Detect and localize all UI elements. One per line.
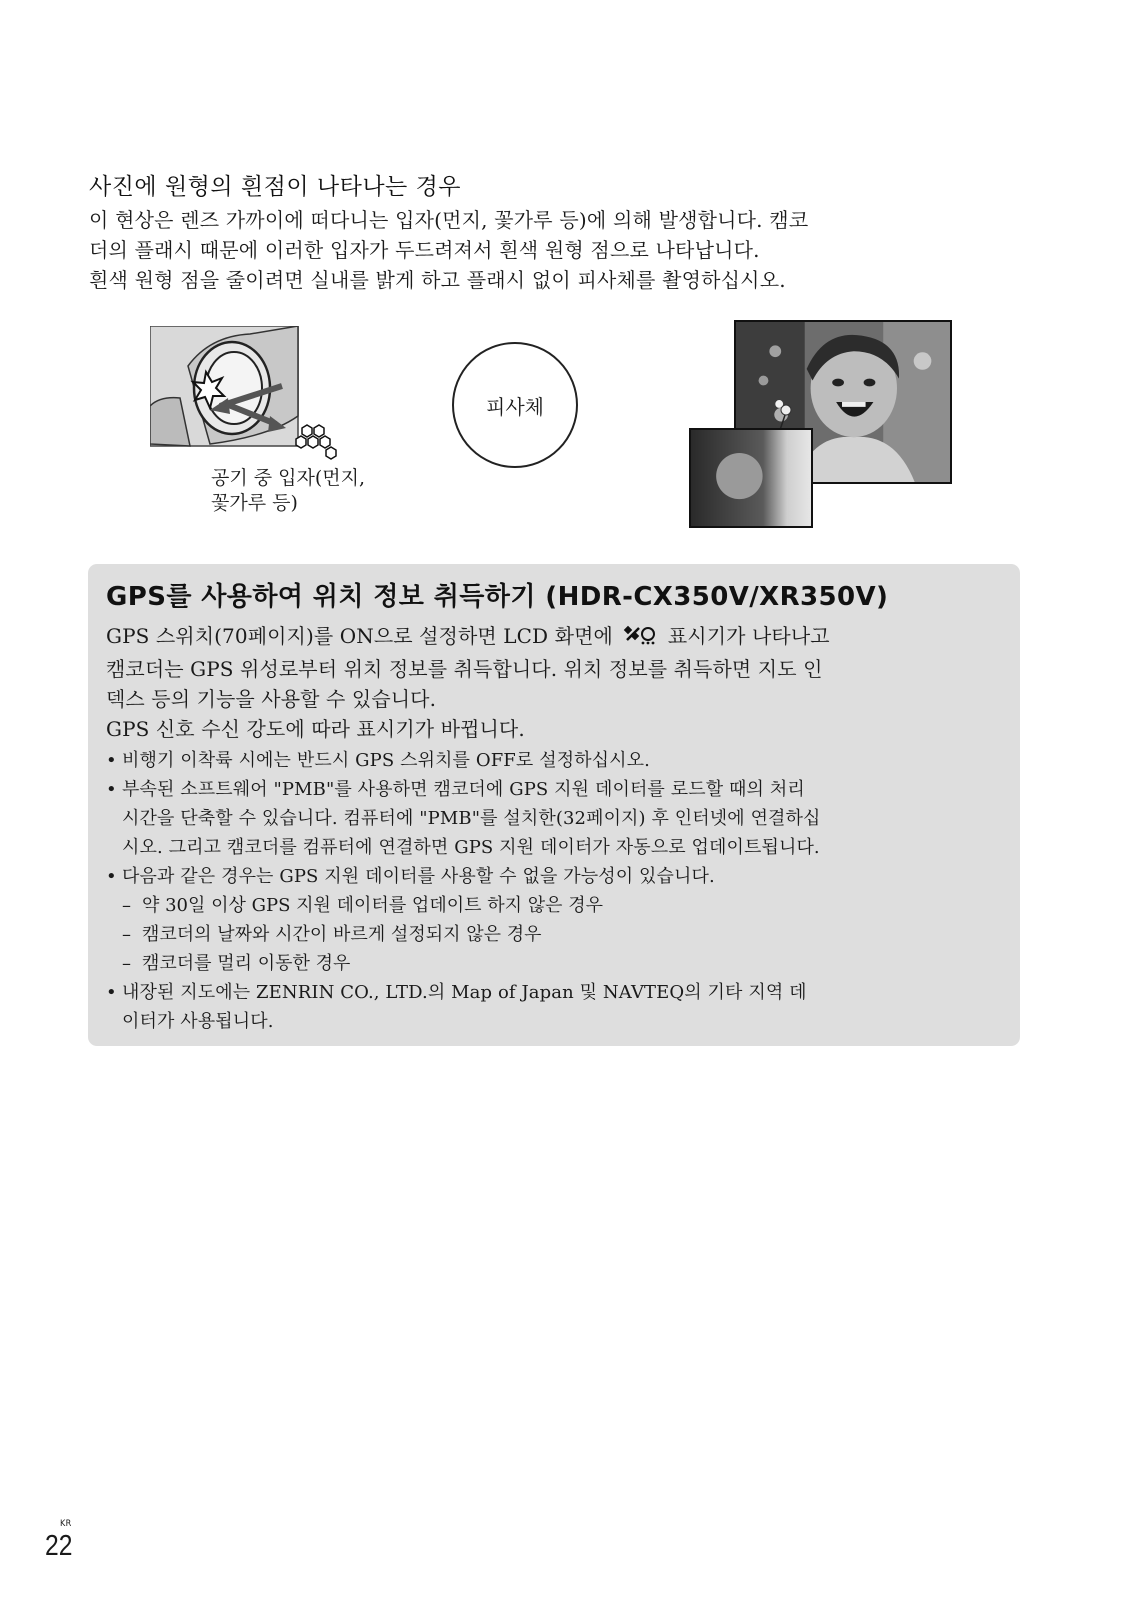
caption-line: 공기 중 입자(먼지,: [211, 467, 366, 489]
list-item: [106, 978, 1011, 1036]
orb-closeup-inset: [689, 428, 813, 528]
dash-mark: –: [122, 924, 131, 945]
bullet-text: 시오. 그리고 캠코더를 컴퓨터에 연결하면 GPS 지원 데이터가 자동으로 업데이트됩니다.: [122, 837, 820, 858]
section-body-white-spots: [89, 205, 1019, 295]
body-line: 더의 플래시 때문에 이러한 입자가 두드려져서 흰색 원형 점으로 나타납니다.: [89, 238, 760, 262]
dash-mark: –: [122, 895, 131, 916]
list-item: [106, 862, 1011, 891]
caption-line: 꽃가루 등): [211, 492, 298, 514]
gps-para-line: [106, 621, 1011, 654]
subject-circle: [452, 342, 578, 468]
list-item: [106, 746, 1011, 775]
gps-para1-before: GPS 스위치(70페이지)를 ON으로 설정하면 LCD 화면에: [106, 624, 613, 648]
page-number: 22: [45, 1530, 73, 1562]
list-item: [106, 775, 1011, 862]
bullet-mark: •: [106, 982, 117, 1003]
sub-item-text: 약 30일 이상 GPS 지원 데이터를 업데이트 하지 않은 경우: [142, 895, 603, 916]
gps-section-title: GPS를 사용하여 위치 정보 취득하기 (HDR-CX350V/XR350V): [106, 582, 889, 612]
bullet-mark: •: [106, 779, 117, 800]
bullet-text: 비행기 이착륙 시에는 반드시 GPS 스위치를 OFF로 설정하십시오.: [122, 750, 650, 771]
gps-para-line: GPS 신호 수신 강도에 따라 표시기가 바뀝니다.: [106, 717, 525, 741]
bullet-text: 시간을 단축할 수 있습니다. 컴퓨터에 "PMB"를 설치한(32페이지) 후 인터넷에 연결하십: [122, 808, 821, 829]
body-line: 흰색 원형 점을 줄이려면 실내를 밝게 하고 플래시 없이 피사체를 촬영하십시오.: [89, 268, 786, 292]
body-line: 이 현상은 렌즈 가까이에 떠다니는 입자(먼지, 꽃가루 등)에 의해 발생합니다. 캠코: [89, 208, 809, 232]
bullet-text: 부속된 소프트웨어 "PMB"를 사용하면 캠코더에 GPS 지원 데이터를 로드할 때의 처리: [122, 779, 805, 800]
section-title-white-spots: 사진에 원형의 흰점이 나타나는 경우: [89, 174, 462, 200]
gps-para1-after: 표시기가 나타나고: [667, 624, 830, 648]
gps-para-line: 덱스 등의 기능을 사용할 수 있습니다.: [106, 687, 437, 711]
bullet-text: 내장된 지도에는 ZENRIN CO., LTD.의 Map of Japan 및 NAVTEQ의 기타 지역 데: [122, 982, 807, 1003]
sub-item-text: 캠코더의 날짜와 시간이 바르게 설정되지 않은 경우: [142, 924, 542, 945]
sub-list-item: [106, 920, 1011, 949]
dash-mark: –: [122, 953, 131, 974]
particle-caption: [211, 466, 365, 516]
gps-notes-list: [106, 746, 1011, 1036]
sub-list-item: [106, 891, 1011, 920]
bullet-mark: •: [106, 866, 117, 887]
gps-satellite-icon: [623, 624, 657, 654]
camcorder-lens-illustration: [150, 326, 350, 466]
sub-list-item: [106, 949, 1011, 978]
gps-section-body: [106, 621, 1011, 1036]
bullet-text: 이터가 사용됩니다.: [122, 1011, 274, 1032]
gps-info-box: [88, 564, 1020, 1046]
bullet-text: 다음과 같은 경우는 GPS 지원 데이터를 사용할 수 없을 가능성이 있습니다.: [122, 866, 715, 887]
bullet-mark: •: [106, 750, 117, 771]
page-language-code: KR: [60, 1519, 72, 1529]
subject-label: 피사체: [486, 394, 544, 419]
sub-item-text: 캠코더를 멀리 이동한 경우: [142, 953, 351, 974]
gps-para-line: 캠코더는 GPS 위성로부터 위치 정보를 취득합니다. 위치 정보를 취득하면 지도 인: [106, 657, 823, 681]
